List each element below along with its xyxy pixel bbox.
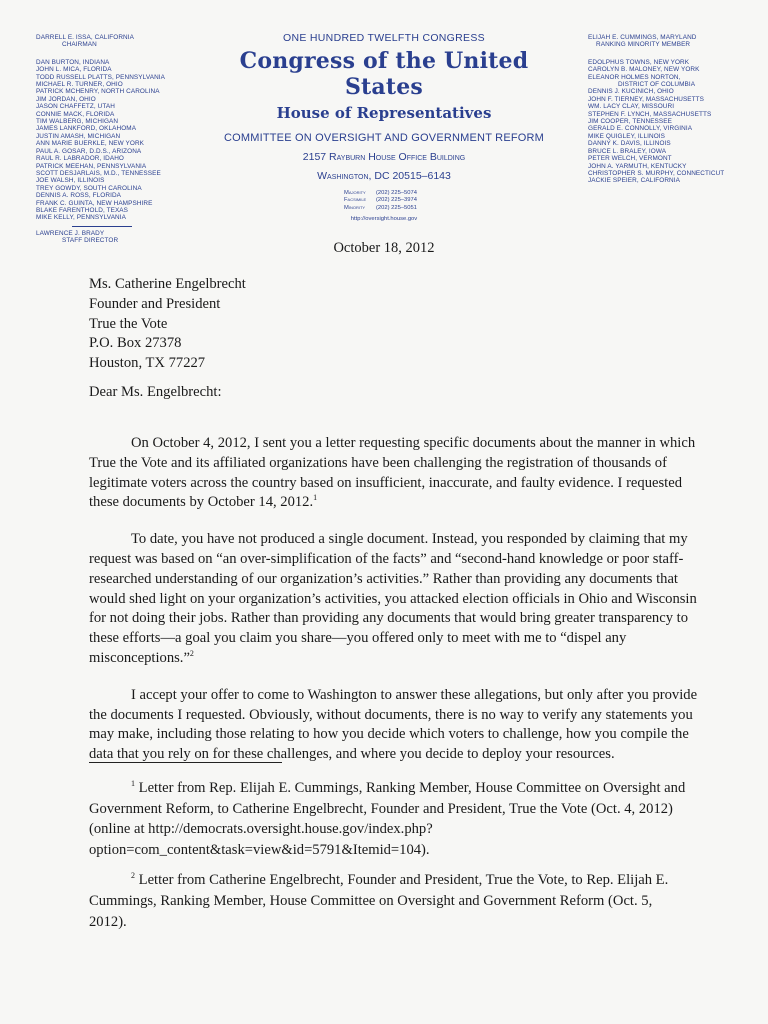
recipient-line: Houston, TX 77227 — [89, 355, 206, 372]
member-name: DENNIS A. ROSS, FLORIDA — [36, 192, 122, 200]
phone-label: Majority — [344, 190, 366, 196]
member-name: JOHN F. TIERNEY, MASSACHUSETTS — [588, 95, 705, 103]
member-name: BLAKE FARENTHOLD, TEXAS — [36, 206, 129, 214]
member-name: JUSTIN AMASH, MICHIGAN — [36, 132, 121, 140]
paragraph — [89, 530, 699, 669]
recipient-line: Ms. Catherine Engelbrecht — [89, 276, 246, 292]
minority-members-column — [588, 34, 758, 185]
footnote-mark: 2 — [131, 871, 135, 881]
member-name: PATRICK MCHENRY, NORTH CAROLINA — [36, 88, 160, 96]
member-name: MICHAEL R. TURNER, OHIO — [36, 81, 123, 89]
member-name: MIKE KELLY, PENNSYLVANIA — [36, 214, 127, 222]
member-name: BRUCE L. BRALEY, IOWA — [588, 147, 667, 155]
phone-number: (202) 225–3974 — [376, 197, 417, 204]
city-address: Washington, DC 20515–6143 — [317, 170, 451, 182]
salutation: Dear Ms. Engelbrecht: — [89, 384, 222, 400]
footnote — [89, 778, 689, 860]
member-name: TIM WALBERG, MICHIGAN — [36, 118, 119, 126]
footnote-ref[interactable]: 1 — [313, 493, 318, 503]
house-title: House of Representatives — [276, 104, 492, 122]
footnote-text: Letter from Catherine Engelbrecht, Founder and President, True the Vote, to Rep. Elijah E. Cummings, Ranking Member, House Committee on Oversight and Government Reform (Oct. 5, 2012). — [89, 872, 669, 930]
member-name: CHRISTOPHER S. MURPHY, CONNECTICUT — [588, 169, 725, 177]
member-name: TODD RUSSELL PLATTS, PENNSYLVANIA — [36, 73, 166, 81]
member-name: CONNIE MACK, FLORIDA — [36, 110, 115, 118]
phone-row — [344, 205, 464, 212]
member-name: CAROLYN B. MALONEY, NEW YORK — [588, 66, 700, 74]
chairman-name: DARRELL E. ISSA, CALIFORNIA — [36, 34, 134, 41]
member-name: DANNY K. DAVIS, ILLINOIS — [588, 140, 671, 148]
paragraph-text: On October 4, 2012, I sent you a letter requesting specific documents about the manner in which True the Vote and its affiliated organizations have been challenging the registration of thousands of legitimate voters across the country based on insufficient, inaccurate, and faulty evidence. I requested these documents by October 14, 2012. — [89, 435, 696, 511]
congress-title: Congress of the United States — [239, 48, 529, 100]
paragraph — [89, 686, 699, 765]
member-name: WM. LACY CLAY, MISSOURI — [588, 103, 675, 111]
footnote-mark: 1 — [131, 779, 135, 789]
footnote-text: Letter from Rep. Elijah E. Cummings, Ranking Member, House Committee on Oversight and Government Reform, to Catherine Engelbrecht, Founder and President, True the Vote (Oct. 4, 2012) (online at http://democrats.oversight.house.gov/index.php?option=com_content&task=view&id=5791&Itemid=104). — [89, 780, 686, 858]
phone-label: Facsimile — [344, 197, 367, 204]
recipient-line: True the Vote — [89, 315, 168, 332]
member-name: RAUL R. LABRADOR, IDAHO — [36, 155, 124, 163]
committee-name: COMMITTEE ON OVERSIGHT AND GOVERNMENT REFORM — [223, 132, 545, 144]
member-name: DISTRICT OF COLUMBIA — [618, 81, 696, 89]
member-name: JIM JORDAN, OHIO — [36, 95, 96, 103]
letter-body — [89, 434, 699, 782]
member-name: ANN MARIE BUERKLE, NEW YORK — [36, 140, 145, 148]
letter-date: October 18, 2012 — [333, 240, 435, 256]
member-name: JOHN A. YARMUTH, KENTUCKY — [588, 162, 687, 170]
letterhead-center — [200, 32, 568, 222]
paragraph-text: I accept your offer to come to Washington to answer these allegations, but only after you provide the documents I requested. Obviously, without documents, there is no way to verify any statements you may make, including those relating to how you decide which voters to challenge, how you compile the data that you rely on for these challenges, and where you decide to deploy your resources. — [89, 686, 698, 763]
member-name: FRANK C. GUINTA, NEW HAMPSHIRE — [36, 199, 153, 207]
footnote — [89, 870, 689, 932]
member-name: JOE WALSH, ILLINOIS — [36, 177, 105, 185]
member-name: JIM COOPER, TENNESSEE — [588, 118, 673, 126]
member-name: MIKE QUIGLEY, ILLINOIS — [588, 132, 666, 140]
recipient-line: P.O. Box 27378 — [89, 335, 182, 352]
member-name: PATRICK MEEHAN, PENNSYLVANIA — [36, 162, 147, 170]
member-name: DENNIS J. KUCINICH, OHIO — [588, 88, 674, 96]
congress-number: ONE HUNDRED TWELFTH CONGRESS — [283, 32, 485, 44]
footnote-divider — [89, 762, 282, 763]
member-name: JASON CHAFFETZ, UTAH — [36, 103, 115, 111]
majority-member-list — [36, 59, 206, 222]
member-name: STEPHEN F. LYNCH, MASSACHUSETTS — [588, 110, 712, 118]
footnote-ref[interactable]: 2 — [189, 649, 194, 659]
paragraph — [89, 434, 699, 513]
building-address: 2157 Rayburn House Office Building — [302, 151, 466, 163]
phone-number: (202) 225–5074 — [376, 190, 417, 196]
recipient-line: Founder and President — [89, 295, 221, 312]
phone-row — [344, 197, 464, 204]
member-name: EDOLPHUS TOWNS, NEW YORK — [588, 58, 690, 66]
member-name: JACKIE SPEIER, CALIFORNIA — [588, 177, 680, 185]
phone-row — [344, 190, 464, 197]
phone-number: (202) 225–5051 — [376, 204, 417, 211]
phone-list — [304, 190, 464, 212]
member-name: DAN BURTON, INDIANA — [36, 58, 110, 66]
ranking-member-role: RANKING MINORITY MEMBER — [596, 41, 691, 49]
chairman-role: CHAIRMAN — [62, 41, 97, 49]
member-name: PETER WELCH, VERMONT — [588, 155, 672, 163]
paragraph-text: To date, you have not produced a single document. Instead, you responded by claiming that my request was based on “an over-simplification of the facts” and “second-hand knowledge or poor staff-researched understanding of our organization’s activities.” Rather than providing any documents that would shed light on your organization’s activities, you attacked election officials in Ohio and Wisconsin for not doing their jobs. Rather than providing any documents that would bring greater transparency to these efforts—a goal you claim you share—you offered only to meet with me to “dispel any misconceptions.” — [89, 531, 697, 666]
staff-director-role: STAFF DIRECTOR — [62, 237, 119, 245]
member-name: JAMES LANKFORD, OKLAHOMA — [36, 125, 137, 133]
ranking-member-name: ELIJAH E. CUMMINGS, MARYLAND — [588, 34, 697, 41]
member-name: TREY GOWDY, SOUTH CAROLINA — [36, 184, 142, 192]
minority-member-list — [588, 59, 758, 185]
majority-members-column — [36, 34, 206, 245]
member-name: ELEANOR HOLMES NORTON, — [588, 73, 681, 81]
member-name: PAUL A. GOSAR, D.D.S., ARIZONA — [36, 147, 142, 155]
member-name: SCOTT DESJARLAIS, M.D., TENNESSEE — [36, 169, 161, 177]
website-url: http://oversight.house.gov — [350, 216, 418, 223]
divider — [72, 226, 132, 227]
footnotes — [89, 778, 689, 942]
member-name: GERALD E. CONNOLLY, VIRGINIA — [588, 125, 693, 133]
recipient-address — [89, 275, 699, 374]
staff-director-name: LAWRENCE J. BRADY — [36, 229, 105, 237]
member-name: JOHN L. MICA, FLORIDA — [36, 66, 112, 74]
phone-label: Minority — [344, 204, 366, 211]
